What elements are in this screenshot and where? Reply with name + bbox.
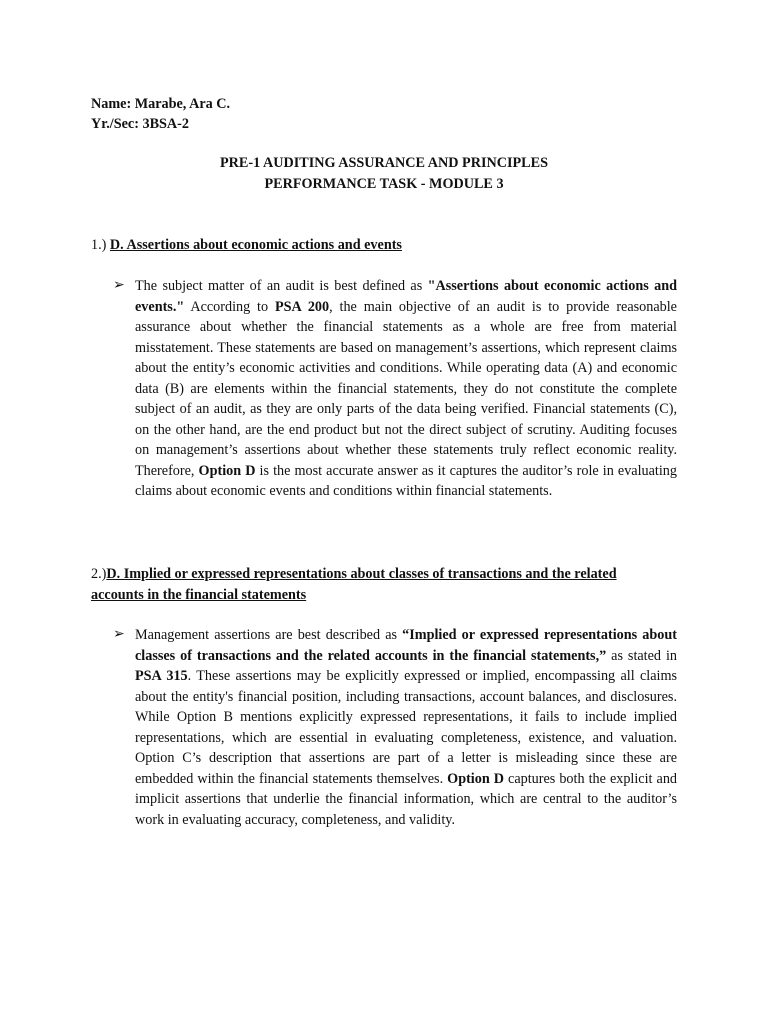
text-run: is the most accurate answer as it captures the auditor’s role in evaluating claims about economic events and conditions within financial statements. — [135, 462, 677, 500]
title-line-1: PRE-1 AUDITING ASSURANCE AND PRINCIPLES — [220, 155, 548, 171]
title-line-2: PERFORMANCE TASK - MODULE 3 — [264, 176, 504, 192]
question-number: 2.) — [91, 566, 107, 582]
bold-run: Option D — [198, 462, 256, 479]
text-run: , the main objective of an audit is to provide reasonable assurance about whether the financial statements as a whole are free from material misstatement. These statements are based on management’s assertions, which represent claims about the entity’s economic activities and conditions. While operating data (A) and economic data (B) are elements within the financial statements, they do not constitute the complete subject of an audit, as they are only parts of the data being verified. Financial statements (C), on the other hand, are the end product but not the direct subject of scrutiny. Auditing focuses on management’s assertions about whether these statements truly reflect economic reality. Therefore, — [135, 298, 677, 479]
question-1-heading — [91, 235, 671, 256]
question-answer: D. Implied or expressed representations about classes of transactions and the related accounts in the financial statements — [91, 566, 617, 603]
bold-run: "Assertions about economic actions and events." — [135, 278, 677, 315]
text-run: According to — [184, 298, 275, 315]
text-run: as stated in — [606, 647, 677, 664]
student-info — [91, 94, 230, 134]
question-2-heading — [91, 564, 671, 605]
student-name: Name: Marabe, Ara C. — [91, 96, 231, 112]
arrow-bullet-icon: ➢ — [113, 627, 125, 642]
text-run: . These assertions may be explicitly expressed or implied, encompassing all claims about the entity's financial position, including transactions, account balances, and disclosures. While Option B mentions explicitly expressed representations, it fails to include implied representations, which are essential in evaluating completeness, existence, and valuation. Option C’s description that assertions are part of a letter is misleading since these are embedded within the financial statements themselves. — [135, 668, 678, 787]
bold-run: PSA 200 — [274, 298, 330, 315]
text-run: Management assertions are best described as — [135, 627, 403, 643]
question-answer: D. Assertions about economic actions and events — [109, 237, 402, 253]
document-title — [0, 153, 768, 195]
bold-run: “Implied or expressed representations about classes of transactions and the related accounts in the financial statements,” — [135, 627, 677, 664]
arrow-bullet-icon: ➢ — [113, 278, 125, 293]
student-section: Yr./Sec: 3BSA-2 — [91, 116, 189, 132]
question-number: 1.) — [91, 237, 107, 253]
question-2-explanation — [135, 625, 677, 830]
text-run: The subject matter of an audit is best defined as — [135, 278, 428, 294]
text-run: captures both the explicit and implicit assertions that underlie the financial information, which are central to the auditor’s work in evaluating accuracy, completeness, and validity. — [135, 770, 678, 828]
question-1-explanation — [135, 276, 677, 502]
bold-run: PSA 315 — [135, 668, 188, 685]
bold-run: Option D — [447, 770, 505, 787]
